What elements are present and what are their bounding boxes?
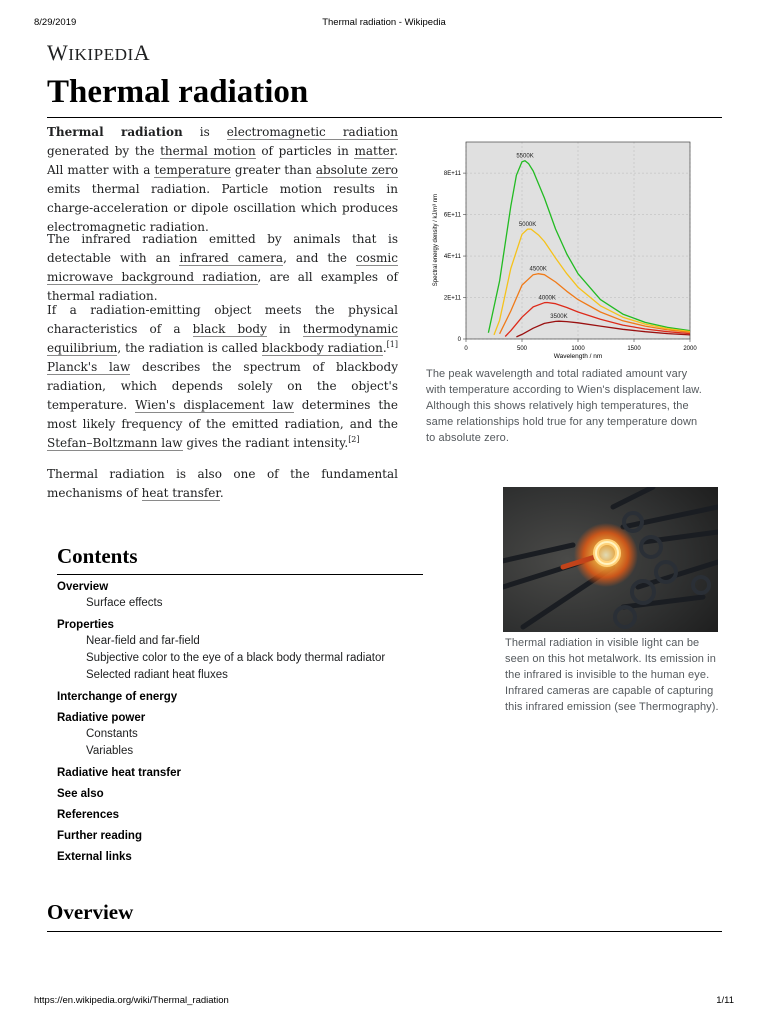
- text-run: greater than: [230, 163, 316, 177]
- series-label: 4000K: [538, 295, 556, 302]
- y-tick-label: 8E+11: [443, 171, 461, 178]
- text-run: .: [382, 341, 387, 355]
- series-label: 5000K: [518, 222, 537, 229]
- blackbody-spectrum-figure[interactable]: [424, 131, 704, 363]
- link-heat-transfer[interactable]: heat transfer: [141, 486, 220, 500]
- print-page-number: 1/11: [716, 995, 734, 1006]
- figure-caption-metalwork: Thermal radiation in visible light can be seen on this hot metalwork. Its emission in the infrared is invisible to the human eye. Infrared cameras are capable of capturing this infrared emission (see Thermography).: [505, 637, 719, 713]
- wikipedia-wordmark: WIKIPEDIA: [47, 40, 151, 65]
- link-plancks-law[interactable]: Planck's law: [47, 360, 131, 374]
- link-temperature[interactable]: temperature: [154, 163, 231, 177]
- text-run: If a radiation-emitting object meets the physical characteristics of a: [47, 303, 398, 336]
- toc-item[interactable]: Further reading: [57, 830, 142, 842]
- y-tick-label: 0: [457, 337, 461, 343]
- wikipedia-wordmark-link[interactable]: [47, 40, 150, 66]
- text-run: , the radiation is called: [117, 341, 262, 355]
- link-wiens-displacement-law[interactable]: Wien's displacement law: [135, 398, 294, 412]
- x-tick-label: 2000: [683, 346, 697, 352]
- print-doc-title: Thermal radiation - Wikipedia: [322, 17, 446, 28]
- text-run: of particles in: [255, 144, 355, 158]
- citation-1[interactable]: [1]: [386, 340, 399, 349]
- y-tick-label: 2E+11: [443, 295, 461, 302]
- y-tick-label: 4E+11: [443, 254, 461, 261]
- print-url: https://en.wikipedia.org/wiki/Thermal_radiation: [34, 995, 229, 1006]
- text-run: gives the radiant intensity.: [182, 436, 349, 450]
- series-label: 3500K: [550, 314, 568, 321]
- toc-item[interactable]: See also: [57, 788, 104, 800]
- toc-subitem[interactable]: Surface effects: [86, 597, 163, 609]
- text-run: determines the most likely frequency of the emitted radiation, and the: [47, 398, 398, 431]
- toc-subitem[interactable]: Subjective color to the eye of a black body thermal radiator: [86, 652, 386, 664]
- hot-metalwork-image: [503, 487, 718, 632]
- toc-subitem[interactable]: Selected radiant heat fluxes: [86, 669, 228, 681]
- toc-item[interactable]: Interchange of energy: [57, 691, 178, 703]
- toc-item[interactable]: Radiative heat transfer: [57, 767, 181, 779]
- toc-item[interactable]: Radiative power: [57, 712, 146, 724]
- toc-divider: [57, 574, 423, 575]
- paragraph-heat-transfer: [47, 465, 398, 503]
- series-label: 4500K: [529, 266, 547, 273]
- toc-heading: Contents: [57, 544, 138, 568]
- text-run: Thermal radiation is also one of the fundamental mechanisms of: [47, 467, 398, 500]
- text-run: generated by the: [47, 144, 161, 158]
- link-blackbody-radiation[interactable]: blackbody radiation: [261, 341, 383, 355]
- citation-2[interactable]: [2]: [348, 435, 360, 444]
- link-absolute-zero[interactable]: absolute zero: [315, 163, 398, 177]
- x-tick-label: 1500: [627, 346, 641, 352]
- print-date: 8/29/2019: [34, 17, 77, 28]
- y-axis-label: Spectral energy density / kJ/m³ nm: [433, 193, 439, 287]
- toc-item[interactable]: Properties: [57, 619, 114, 631]
- link-cosmic-microwave-background[interactable]: cosmic microwave background radiation: [47, 251, 398, 284]
- text-run: .: [219, 486, 224, 500]
- paragraph-examples: [47, 230, 398, 306]
- x-tick-label: 0: [464, 346, 468, 352]
- toc-item[interactable]: References: [57, 809, 120, 821]
- link-black-body[interactable]: black body: [192, 322, 267, 336]
- paragraph-intro: [47, 123, 398, 237]
- text-run: emits thermal radiation. Particle motion results in charge-acceleration or dipole oscillation which produces electromagnetic radiation.: [47, 182, 398, 234]
- page-title: Thermal radiation: [47, 74, 309, 110]
- title-divider: [47, 117, 722, 118]
- toc-item[interactable]: External links: [57, 851, 132, 863]
- text-run: describes the spectrum of blackbody radiation, which depends solely on the object's temperature.: [47, 360, 398, 412]
- toc-subitem[interactable]: Near-field and far-field: [86, 635, 200, 647]
- section-divider-overview: [47, 931, 722, 932]
- blackbody-spectrum-chart: [424, 131, 704, 363]
- print-header: [34, 17, 734, 31]
- link-stefan-boltzmann-law[interactable]: Stefan–Boltzmann law: [47, 436, 183, 450]
- link-matter[interactable]: matter: [354, 144, 395, 158]
- text-run: is: [182, 125, 227, 139]
- x-axis-label: Wavelength / nm: [553, 353, 603, 360]
- figure-caption-chart: The peak wavelength and total radiated amount vary with temperature according to Wien's displacement law. Although this shows relatively high temperatures, the same relationships hold true for any temperature down to absolute zero.: [426, 368, 702, 444]
- text-run: The infrared radiation emitted by animals that is detectable with an: [47, 232, 398, 265]
- x-tick-label: 500: [516, 346, 528, 352]
- section-heading-overview: Overview: [47, 900, 134, 924]
- print-footer: [34, 995, 734, 1009]
- toc-subitem[interactable]: Variables: [86, 745, 134, 757]
- link-thermodynamic-equilibrium[interactable]: thermodynamic equilibrium: [47, 322, 398, 355]
- paragraph-blackbody: [47, 301, 398, 453]
- series-label: 5500K: [516, 153, 534, 160]
- text-run: in: [266, 322, 303, 336]
- x-tick-label: 1000: [571, 346, 585, 352]
- link-electromagnetic-radiation[interactable]: electromagnetic radiation: [226, 125, 398, 139]
- text-run: , are all examples of thermal radiation.: [47, 270, 398, 303]
- toc-item[interactable]: Overview: [57, 581, 109, 593]
- y-tick-label: 6E+11: [443, 212, 461, 219]
- link-infrared-camera[interactable]: infrared camera: [179, 251, 284, 265]
- hot-metalwork-photo[interactable]: [503, 487, 718, 632]
- text-run: , and the: [283, 251, 356, 265]
- lead-term: Thermal radiation: [47, 125, 183, 139]
- text-run: . All matter with a: [47, 144, 399, 177]
- toc-subitem[interactable]: Constants: [86, 728, 138, 740]
- table-of-contents: [57, 580, 385, 865]
- link-thermal-motion[interactable]: thermal motion: [160, 144, 256, 158]
